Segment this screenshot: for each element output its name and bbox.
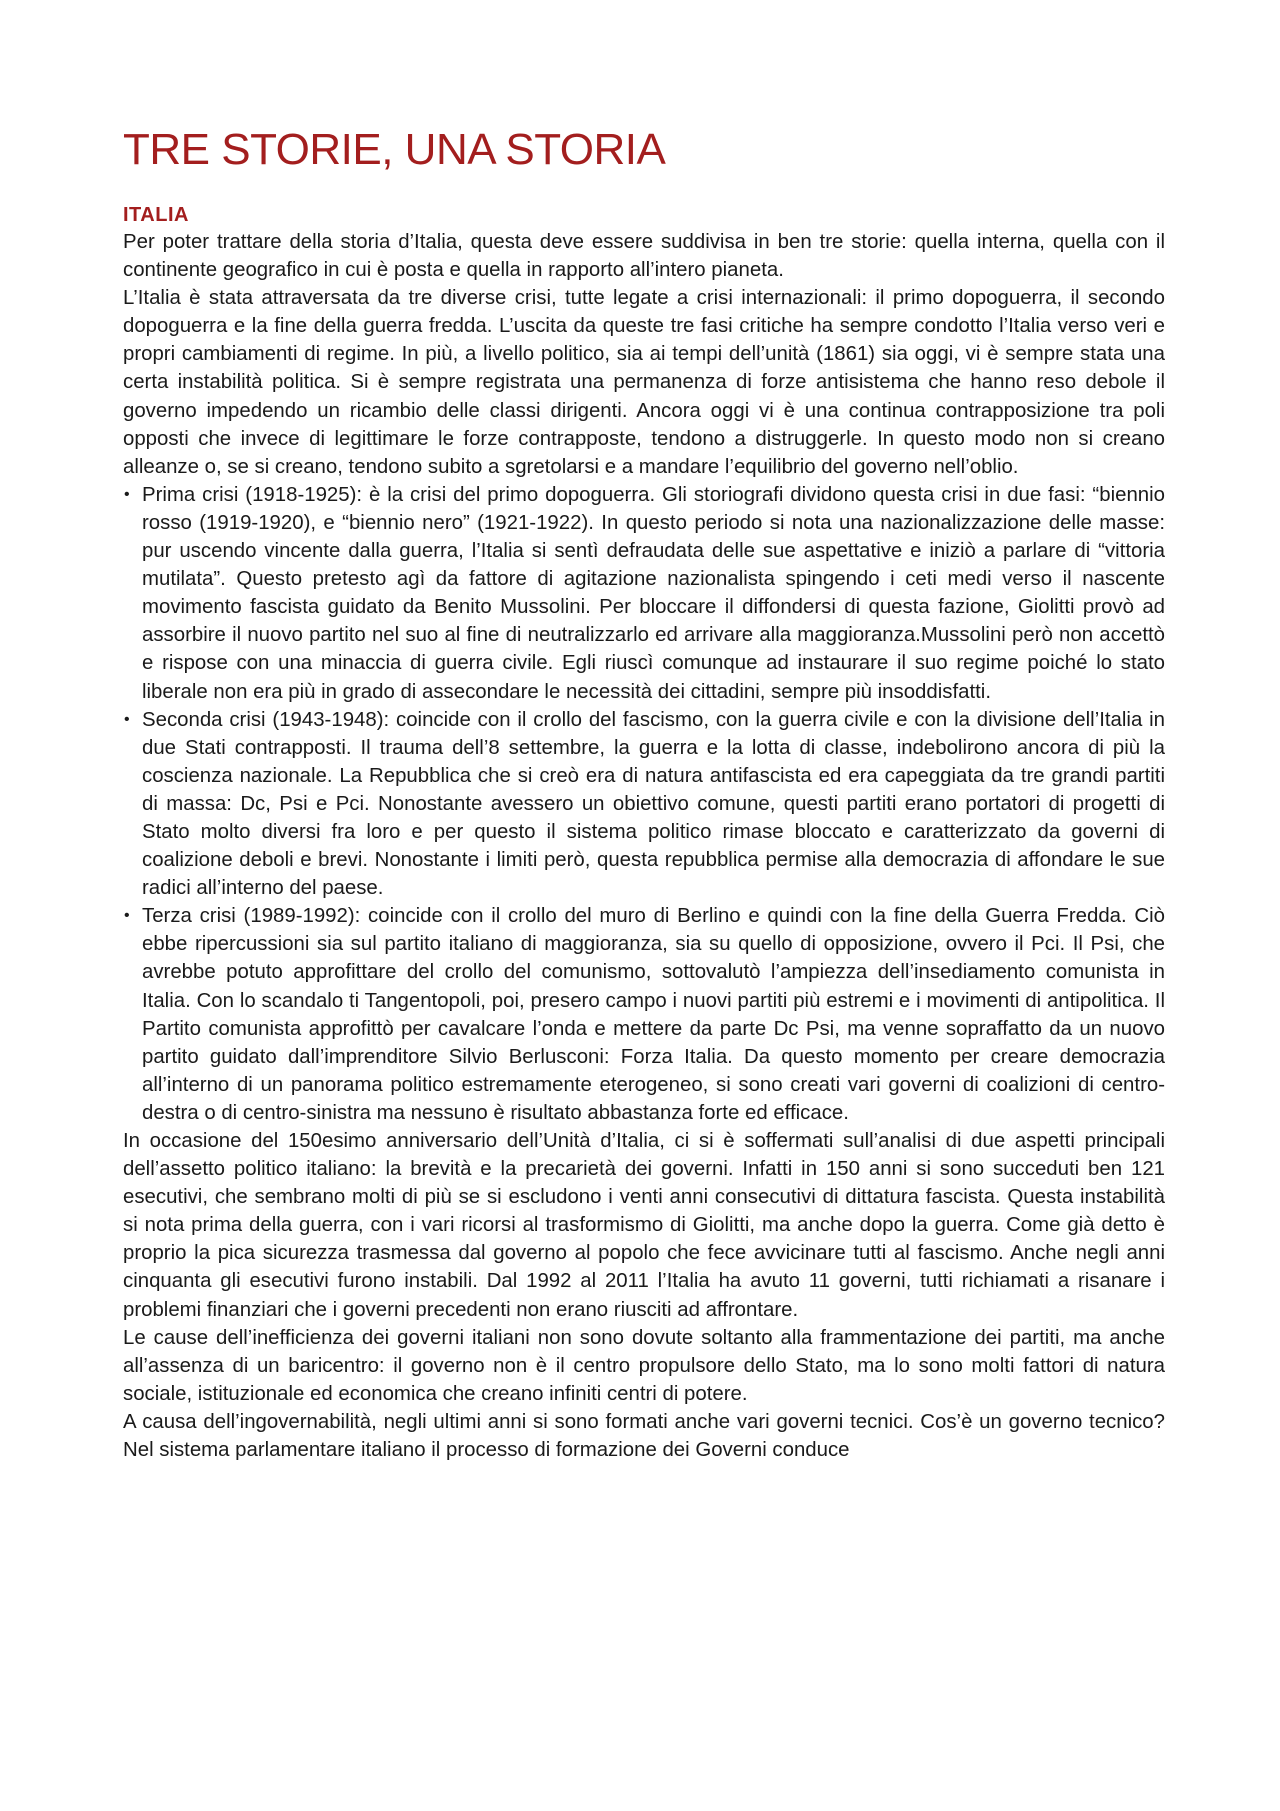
bullet-icon: • — [124, 710, 130, 728]
paragraph-causes: Le cause dell’inefficienza dei governi italiani non sono dovute soltanto alla frammentazione dei partiti, ma anche all’assenza di un baricentro: il governo non è il centro propulsore dello Stato, ma lo sono molti fattori di natura sociale, istituzionale ed economica che creano infiniti centri di potere. — [123, 1326, 1165, 1405]
section-heading: ITALIA — [123, 204, 189, 226]
list-item — [123, 902, 1165, 1127]
list-item-text: Seconda crisi (1943-1948): coincide con il crollo del fascismo, con la guerra civile e con la divisione dell’Italia in due Stati contrapposti. Il trauma dell’8 settembre, la guerra e la lotta di classe, indebolirono ancora di più la coscienza nazionale. La Repubblica che si creò era di natura antifascista ed era capeggiata da tre grandi partiti di massa: Dc, Psi e Pci. Nonostante avessero un obiettivo comune, questi partiti erano portatori di progetti di Stato molto diversi fra loro e per questo il sistema politico rimase bloccato e caratterizzato da governi di coalizione deboli e brevi. Nonostante i limiti però, questa repubblica permise alla democrazia di affondare le sue radici all’interno del paese. — [142, 708, 1165, 900]
crises-list — [123, 481, 1165, 1127]
list-item-text: Terza crisi (1989-1992): coincide con il crollo del muro di Berlino e quindi con la fine della Guerra Fredda. Ciò ebbe ripercussioni sia sul partito italiano di maggioranza, sia su quello di opposizione, ovvero il Pci. Il Psi, che avrebbe potuto approfittare del crollo del comunismo, sottovalutò l’ampiezza dell’insediamento comunista in Italia. Con lo scandalo ti Tangentopoli, poi, presero campo i nuovi partiti più estremi e i movimenti di antipolitica. Il Partito comunista approfittò per cavalcare l’onda e mettere da parte Dc Psi, ma venne sopraffatto da un nuovo partito guidato dall’imprenditore Silvio Berlusconi: Forza Italia. Da questo momento per creare democrazia all’interno di un panorama politico estremamente eterogeneo, si sono creati vari governi di coalizioni di centro-destra o di centro-sinistra ma nessuno è risultato abbastanza forte ed efficace. — [142, 905, 1165, 1124]
bullet-icon: • — [124, 907, 130, 925]
page-title: TRE STORIE, UNA STORIA — [123, 125, 666, 174]
document-page — [123, 118, 1165, 1464]
list-item — [123, 706, 1165, 903]
list-item — [123, 481, 1165, 706]
paragraph-intro: Per poter trattare della storia d’Italia, questa deve essere suddivisa in ben tre storie: quella interna, quella con il continente geografico in cui è posta e quella in rapporto all’intero pianeta. — [123, 231, 1165, 282]
paragraph-technical-governments: A causa dell’ingovernabilità, negli ultimi anni si sono formati anche vari governi tecnici. Cos’è un governo tecnico? Nel sistema parlamentare italiano il processo di formazione dei Governi conduce — [123, 1410, 1165, 1462]
paragraph-crises: L’Italia è stata attraversata da tre diverse crisi, tutte legate a crisi internazionali: il primo dopoguerra, il secondo dopoguerra e la fine della guerra fredda. L’uscita da queste tre fasi critiche ha sempre condotto l’Italia verso veri e propri cambiamenti di regime. In più, a livello politico, sia ai tempi dell’unità (1861) sia oggi, vi è sempre stata una certa instabilità politica. Si è sempre registrata una permanenza di forze antisistema che hanno reso debole il governo impedendo un ricambio delle classi dirigenti. Ancora oggi vi è una continua contrapposizione tra poli opposti che invece di legittimare le forze contrapposte, tendono a distruggerle. In questo modo non si creano alleanze o, se si creano, tendono subito a sgretolarsi e a mandare l’equilibrio del governo nell’oblio. — [123, 287, 1165, 478]
paragraph-anniversary: In occasione del 150esimo anniversario dell’Unità d’Italia, ci si è soffermati sull’analisi di due aspetti principali dell’assetto politico italiano: la brevità e la precarietà dei governi. Infatti in 150 anni si sono succeduti ben 121 esecutivi, che sembrano molti di più se si escludono i venti anni consecutivi di dittatura fascista. Questa instabilità si nota prima della guerra, con i vari ricorsi al trasformismo di Giolitti, ma anche dopo la guerra. Come già detto è proprio la pica sicurezza trasmessa dal governo al popolo che fece avvicinare tutti al fascismo. Anche negli anni cinquanta gli esecutivi furono instabili. Dal 1992 al 2011 l’Italia ha avuto 11 governi, tutti richiamati a risanare i problemi finanziari che i governi precedenti non erano riusciti ad affrontare. — [123, 1130, 1165, 1321]
bullet-icon: • — [124, 485, 130, 503]
list-item-text: Prima crisi (1918-1925): è la crisi del primo dopoguerra. Gli storiografi dividono questa crisi in due fasi: “biennio rosso (1919-1920), e “biennio nero” (1921-1922). In questo periodo si nota una nazionalizzazione delle masse: pur uscendo vincente dalla guerra, l’Italia si sentì defraudata delle sue aspettative e iniziò a parlare di “vittoria mutilata”. Questo pretesto agì da fattore di agitazione nazionalista spingendo i ceti medi verso il nascente movimento fascista guidato da Benito Mussolini. Per bloccare il diffondersi di questa fazione, Giolitti provò ad assorbire il nuovo partito nel suo al fine di neutralizzarlo ed arrivare alla maggioranza.Mussolini però non accettò e rispose con una minaccia di guerra civile. Egli riuscì comunque ad instaurare il suo regime poiché lo stato liberale non era più in grado di assecondare le necessità dei cittadini, sempre più insoddisfatti. — [142, 483, 1165, 703]
